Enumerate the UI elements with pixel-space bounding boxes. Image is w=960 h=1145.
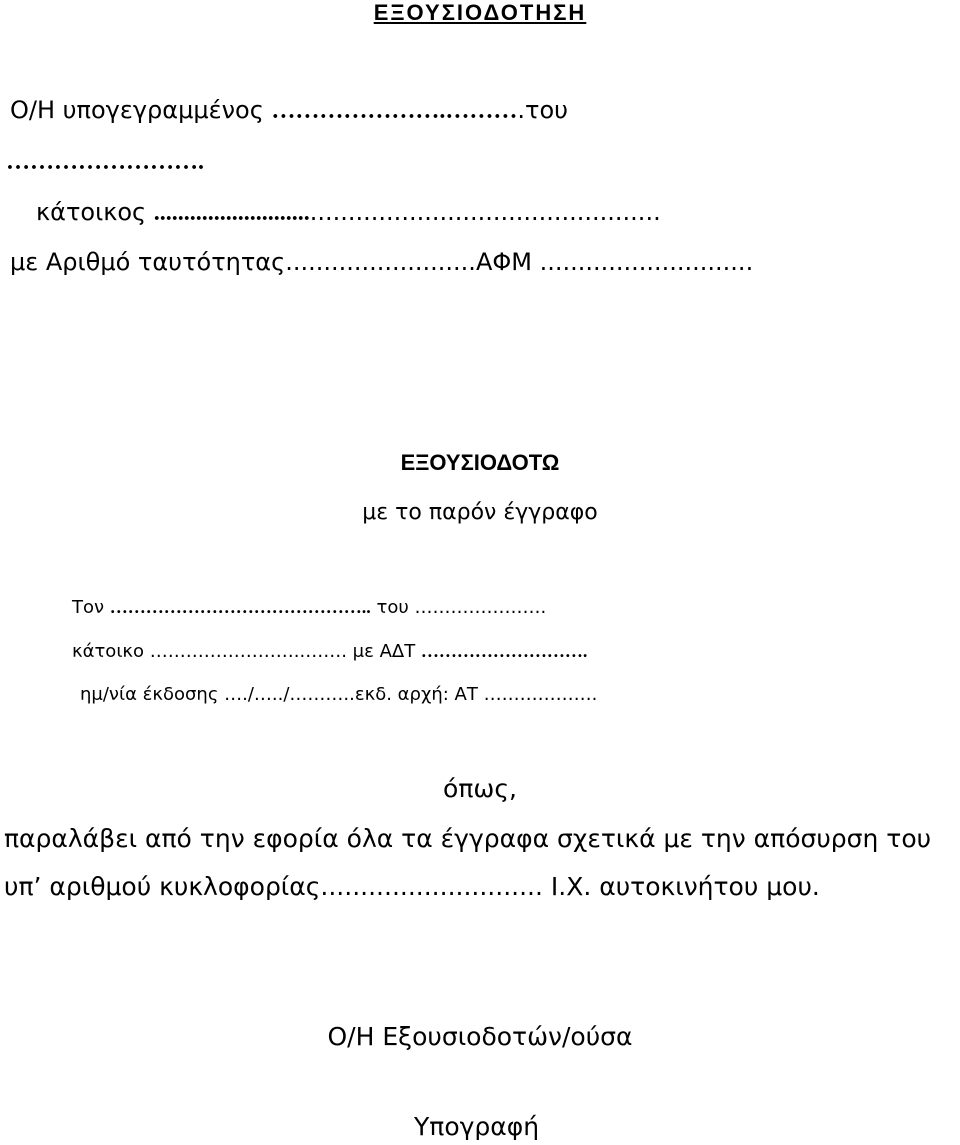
grantor-line-3 bbox=[36, 200, 661, 225]
grantor-father-dots: ……………………. bbox=[6, 149, 204, 175]
grantee-issue-date-dots: …./…../……… bbox=[224, 684, 344, 705]
grantee-line-1 bbox=[72, 598, 546, 617]
grantor-line-1 bbox=[10, 98, 568, 123]
grantee-id-dots: ………………………. bbox=[420, 641, 588, 661]
purpose-line-1: παραλάβει από την εφορία όλα τα έγγραφα σχετικά με την απόσυρση του bbox=[4, 824, 932, 853]
grantee-issuing-authority-dots: ………………. bbox=[483, 684, 598, 705]
grantee-line-1-suffix: του bbox=[370, 597, 415, 618]
grantee-id-label: . με ΑΔΤ bbox=[341, 641, 421, 662]
grantee-line-1-prefix: Τον bbox=[72, 597, 110, 618]
authorize-heading: ΕΞΟΥΣΙΟΔΟΤΩ bbox=[400, 450, 560, 475]
grantor-residence-dots: .......................... bbox=[153, 200, 310, 226]
grantee-residence-dots: ……………………..…… bbox=[149, 641, 342, 662]
grantor-residence-label: κάτοικος bbox=[36, 198, 154, 226]
signer-label: Ο/Η Εξουσιοδοτών/ούσα bbox=[327, 1022, 633, 1051]
grantee-father-dots: …………………. bbox=[414, 597, 547, 618]
document-title: ΕΞΟΥΣΙΟΔΟΤΗΣΗ bbox=[373, 0, 587, 25]
grantor-id-line: με Αριθμό ταυτότητας.........................ΑΦΜ ............................ bbox=[10, 248, 754, 276]
grantor-residence-dots-tail: .............................................. bbox=[309, 198, 661, 226]
grantor-name-dots: ………………….……… bbox=[271, 98, 518, 124]
purpose-line-2: υπ’ αριθμού κυκλοφορίας............................ Ι.Χ. αυτοκινήτου μου. bbox=[4, 872, 820, 901]
signature-label: Υπογραφή bbox=[414, 1112, 540, 1141]
as-word: όπως, bbox=[443, 774, 517, 803]
grantee-line-3 bbox=[80, 686, 597, 704]
authorize-subheading: με το παρόν έγγραφο bbox=[362, 500, 598, 525]
grantee-line-2 bbox=[72, 642, 587, 661]
grantee-residence-label: κάτοικο bbox=[72, 641, 150, 662]
grantor-line-1-prefix: Ο/Η υπογεγραμμένος bbox=[10, 96, 272, 124]
grantee-name-dots: …………………………………….. bbox=[109, 597, 371, 617]
grantee-issuing-authority-label: ..εκδ. αρχή: ΑΤ bbox=[343, 684, 484, 705]
grantee-issue-date-label: ημ/νία έκδοσης bbox=[80, 684, 225, 705]
grantor-line-1-suffix: .του bbox=[517, 96, 569, 124]
